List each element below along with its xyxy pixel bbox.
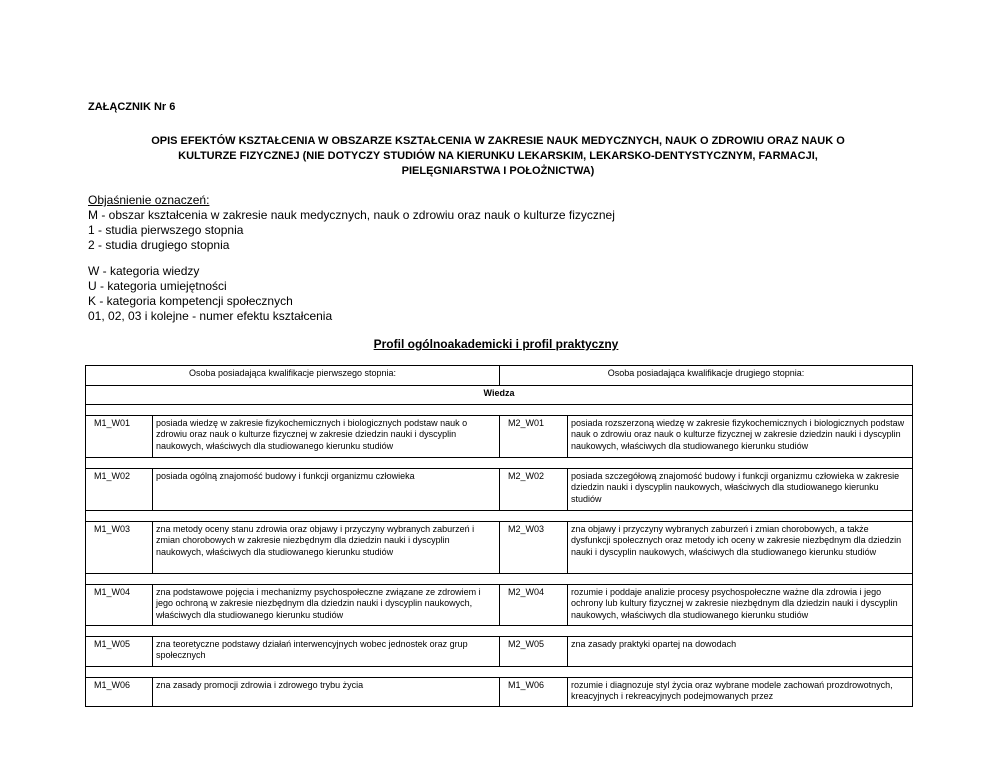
document-heading — [88, 134, 908, 179]
text-first: zna podstawowe pojęcia i mechanizmy psychospołeczne związane ze zdrowiem i jego ochroną w zakresie niezbędnym dla dziedzin nauki i dyscyplin naukowych, właściwych dla studiowanego kierunku studiów — [153, 585, 500, 626]
table-row — [86, 522, 913, 574]
code-second: M2_W05 — [500, 637, 568, 667]
text-second: rozumie i diagnozuje styl życia oraz wybrane modele zachowań prozdrowotnych, kreacyjnych i rekreacyjnych podejmowanych przez — [568, 678, 913, 707]
code-first: M1_W04 — [86, 585, 153, 626]
legend-title: Objaśnienie oznaczeń: — [88, 193, 210, 207]
legend-category: U - kategoria umiejętności — [88, 279, 227, 293]
text-first: zna zasady promocji zdrowia i zdrowego trybu życia — [153, 678, 500, 707]
heading-line-3: PIELĘGNIARSTWA I POŁOŻNICTWA) — [401, 165, 595, 177]
legend-item: 2 - studia drugiego stopnia — [88, 238, 230, 252]
annex-title: ZAŁĄCZNIK Nr 6 — [88, 101, 176, 113]
text-first: zna teoretyczne podstawy działań interwencyjnych wobec jednostek oraz grup społecznych — [153, 637, 500, 667]
code-second: M2_W04 — [500, 585, 568, 626]
code-second: M2_W02 — [500, 469, 568, 511]
heading-line-1: OPIS EFEKTÓW KSZTAŁCENIA W OBSZARZE KSZTAŁCENIA W ZAKRESIE NAUK MEDYCZNYCH, NAUK O ZDROWIU ORAZ NAUK O — [151, 135, 845, 147]
table-row — [86, 416, 913, 458]
code-second: M2_W01 — [500, 416, 568, 458]
text-first: posiada ogólną znajomość budowy i funkcji organizmu człowieka — [153, 469, 500, 511]
table-row — [86, 678, 913, 707]
code-second: M1_W06 — [500, 678, 568, 707]
heading-line-2: KULTURZE FIZYCZNEJ (NIE DOTYCZY STUDIÓW NA KIERUNKU LEKARSKIM, LEKARSKO-DENTYSTYCZNYM, FARMACJI, — [178, 150, 818, 162]
learning-outcomes-table — [85, 365, 913, 707]
text-second: rozumie i poddaje analizie procesy psychospołeczne ważne dla zdrowia i jego ochrony lub kultury fizycznej w zakresie niezbędnym dla dziedzin nauki i dyscyplin naukowych, właściwych dla studiowanego kierunku studiów — [568, 585, 913, 626]
text-second: posiada szczegółową znajomość budowy i funkcji organizmu człowieka w zakresie dziedzin nauki i dyscyplin naukowych, właściwych dla studiowanego kierunku studiów — [568, 469, 913, 511]
code-first: M1_W06 — [86, 678, 153, 707]
profile-title: Profil ogólnoakademicki i profil praktyczny — [373, 337, 619, 351]
legend-item: M - obszar kształcenia w zakresie nauk medycznych, nauk o zdrowiu oraz nauk o kulturze fizycznej — [88, 208, 615, 222]
category-row — [86, 386, 913, 405]
legend-category: K - kategoria kompetencji społecznych — [88, 294, 293, 308]
header-second-degree: Osoba posiadająca kwalifikacje drugiego stopnia: — [500, 366, 913, 386]
legend-category: 01, 02, 03 i kolejne - numer efektu kształcenia — [88, 309, 333, 323]
code-first: M1_W02 — [86, 469, 153, 511]
code-second: M2_W03 — [500, 522, 568, 574]
table-header-row — [86, 366, 913, 386]
text-second: posiada rozszerzoną wiedzę w zakresie fizykochemicznych i biologicznych podstaw nauk o zdrowiu oraz nauk o kulturze fizycznej w zakresie dziedzin nauki i dyscyplin naukowych, właściwych dla studiowanego kierunku studiów — [568, 416, 913, 458]
table-row — [86, 469, 913, 511]
legend — [88, 193, 615, 253]
code-first: M1_W01 — [86, 416, 153, 458]
text-first: zna metody oceny stanu zdrowia oraz objawy i przyczyny wybranych zaburzeń i zmian chorobowych w zakresie niezbędnym dla dziedzin nauki i dyscyplin naukowych, właściwych dla studiowanego kierunku studiów — [153, 522, 500, 574]
table-row — [86, 585, 913, 626]
header-first-degree: Osoba posiadająca kwalifikacje pierwszego stopnia: — [86, 366, 500, 386]
code-first: M1_W03 — [86, 522, 153, 574]
text-first: posiada wiedzę w zakresie fizykochemicznych i biologicznych podstaw nauk o zdrowiu oraz nauk o kulturze fizycznej w zakresie dziedzin nauki i dyscyplin naukowych, właściwych dla studiowanego kierunku studiów — [153, 416, 500, 458]
code-first: M1_W05 — [86, 637, 153, 667]
legend-item: 1 - studia pierwszego stopnia — [88, 223, 244, 237]
category-label: Wiedza — [86, 386, 913, 405]
legend-category: W - kategoria wiedzy — [88, 264, 200, 278]
text-second: zna zasady praktyki opartej na dowodach — [568, 637, 913, 667]
text-second: zna objawy i przyczyny wybranych zaburzeń i zmian chorobowych, a także dysfunkcji społecznych oraz metody ich oceny w zakresie niezbędnym dla dziedzin nauki i dyscyplin naukowych, właściwych dla studiowanego kierunku studiów — [568, 522, 913, 574]
legend-categories — [88, 264, 332, 324]
table-row — [86, 637, 913, 667]
